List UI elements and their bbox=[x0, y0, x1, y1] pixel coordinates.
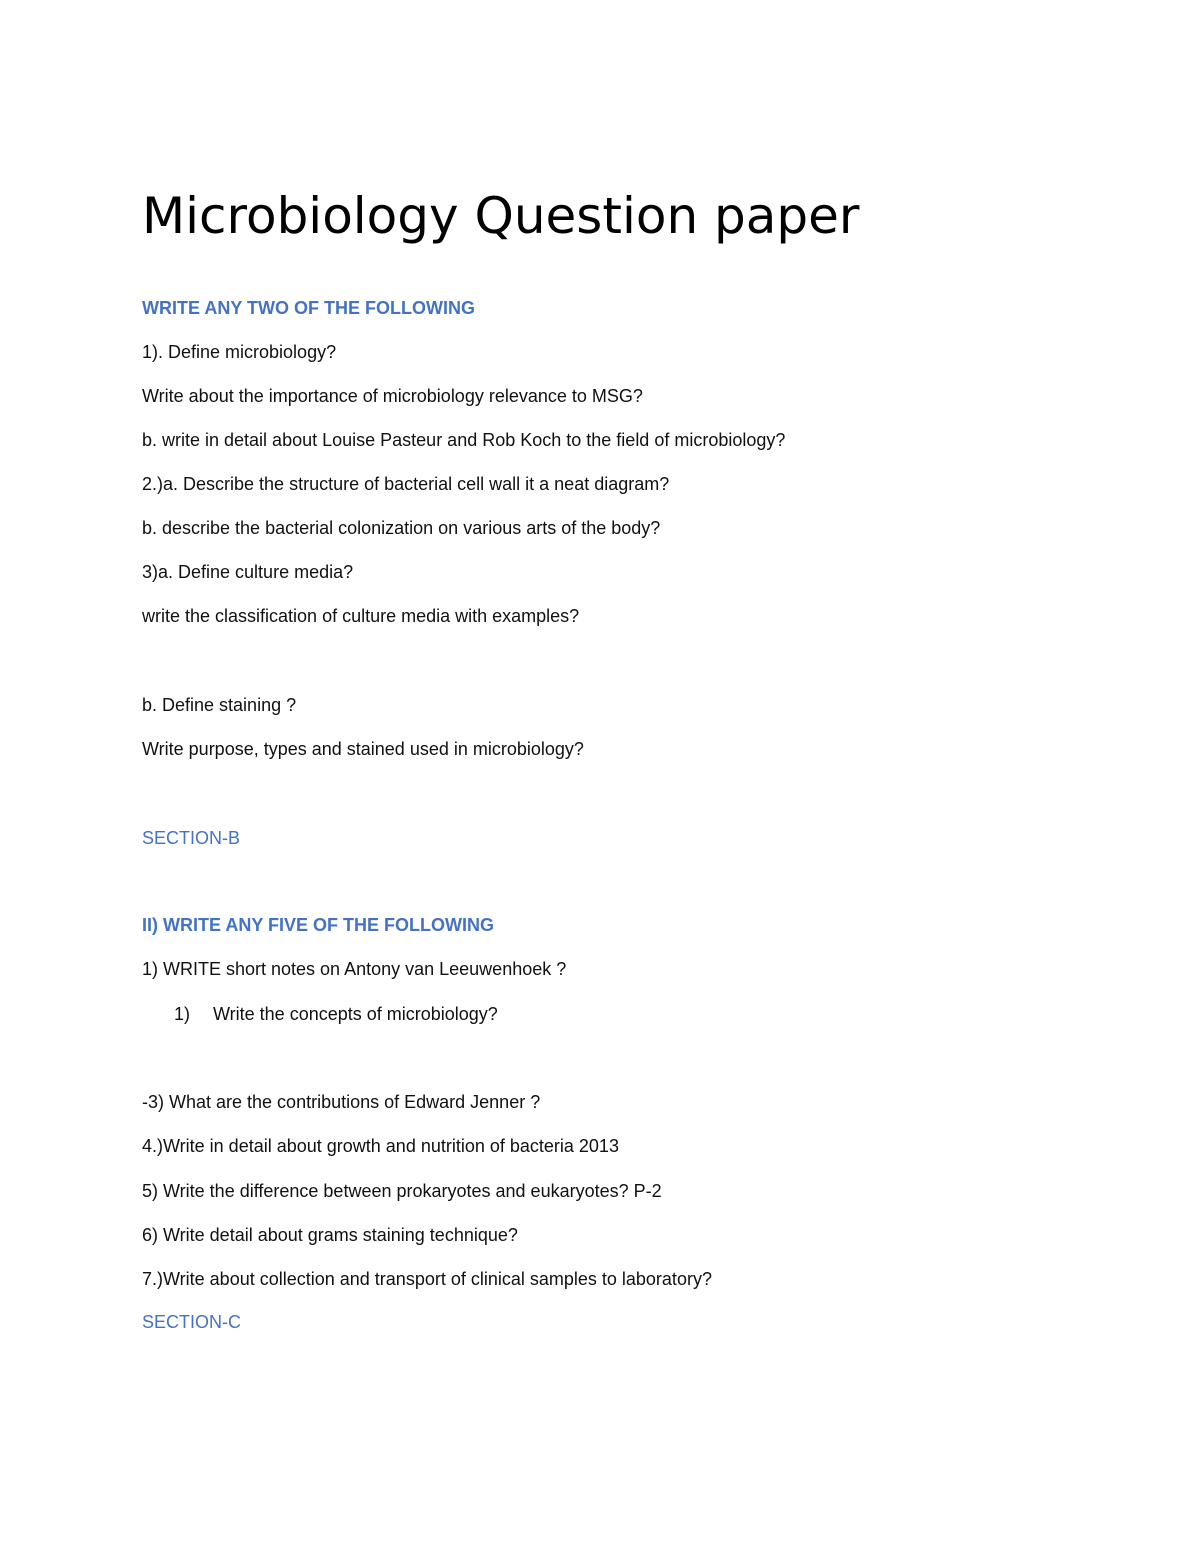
section-c-label: SECTION-C bbox=[142, 1312, 241, 1332]
question-line: -3) What are the contributions of Edward Jenner ? bbox=[142, 1092, 541, 1112]
question-line: 7.)Write about collection and transport of clinical samples to laboratory? bbox=[142, 1269, 712, 1289]
section-b-heading: II) WRITE ANY FIVE OF THE FOLLOWING bbox=[142, 915, 494, 935]
list-number: 1) bbox=[174, 1004, 191, 1024]
section-b-label: SECTION-B bbox=[142, 828, 241, 848]
question-line: b. Define staining ? bbox=[142, 695, 297, 715]
question-line: Write the concepts of microbiology? bbox=[213, 1004, 498, 1024]
question-line: Write about the importance of microbiology relevance to MSG? bbox=[142, 386, 643, 406]
question-line: Write purpose, types and stained used in microbiology? bbox=[142, 739, 584, 759]
question-line: 1). Define microbiology? bbox=[142, 342, 337, 362]
question-line: 2.)a. Describe the structure of bacterial cell wall it a neat diagram? bbox=[142, 474, 670, 494]
question-line: 3)a. Define culture media? bbox=[142, 562, 354, 582]
section-a-heading: WRITE ANY TWO OF THE FOLLOWING bbox=[142, 298, 475, 318]
question-line: b. write in detail about Louise Pasteur and Rob Koch to the field of microbiology? bbox=[142, 430, 786, 450]
question-line: write the classification of culture media with examples? bbox=[142, 606, 580, 626]
question-line: b. describe the bacterial colonization on various arts of the body? bbox=[142, 518, 661, 538]
question-line: 5) Write the difference between prokaryotes and eukaryotes? P-2 bbox=[142, 1181, 662, 1201]
question-line: 1) WRITE short notes on Antony van Leeuwenhoek ? bbox=[142, 959, 567, 979]
page-title: Microbiology Question paper bbox=[142, 187, 860, 245]
question-line: 4.)Write in detail about growth and nutrition of bacteria 2013 bbox=[142, 1136, 619, 1156]
question-line: 6) Write detail about grams staining technique? bbox=[142, 1225, 518, 1245]
